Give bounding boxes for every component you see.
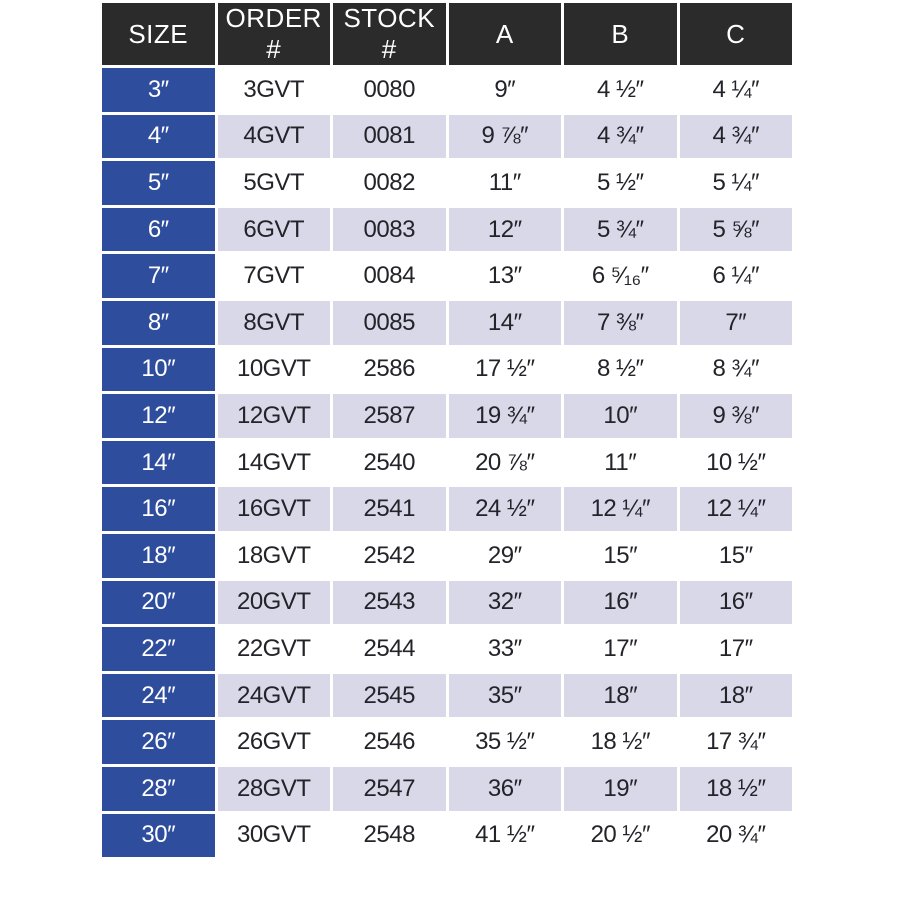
size-cell: 12″ — [102, 394, 215, 438]
table-row — [102, 254, 792, 298]
a-cell: 20 ⅞″ — [449, 441, 562, 485]
order-cell: 28GVT — [218, 767, 331, 811]
size-cell: 18″ — [102, 534, 215, 578]
order-cell: 26GVT — [218, 720, 331, 764]
a-cell: 32″ — [449, 581, 562, 625]
table-row — [102, 115, 792, 159]
stock-cell: 0083 — [333, 208, 446, 252]
order-cell: 8GVT — [218, 301, 331, 345]
size-cell: 6″ — [102, 208, 215, 252]
a-cell: 19 ¾″ — [449, 394, 562, 438]
b-cell: 12 ¼″ — [564, 487, 677, 531]
stock-cell: 0082 — [333, 161, 446, 205]
size-cell: 30″ — [102, 814, 215, 858]
stock-cell: 0081 — [333, 115, 446, 159]
b-cell: 18 ½″ — [564, 720, 677, 764]
c-cell: 8 ¾″ — [680, 348, 793, 392]
a-cell: 24 ½″ — [449, 487, 562, 531]
a-cell: 9 ⅞″ — [449, 115, 562, 159]
stock-cell: 2545 — [333, 674, 446, 718]
size-cell: 26″ — [102, 720, 215, 764]
c-cell: 7″ — [680, 301, 793, 345]
table-body — [102, 68, 792, 857]
a-cell: 14″ — [449, 301, 562, 345]
b-cell: 11″ — [564, 441, 677, 485]
order-cell: 18GVT — [218, 534, 331, 578]
a-cell: 9″ — [449, 68, 562, 112]
c-cell: 4 ¼″ — [680, 68, 793, 112]
b-cell: 17″ — [564, 627, 677, 671]
b-cell: 4 ¾″ — [564, 115, 677, 159]
a-cell: 35″ — [449, 674, 562, 718]
stock-cell: 2587 — [333, 394, 446, 438]
c-cell: 4 ¾″ — [680, 115, 793, 159]
stock-cell: 2543 — [333, 581, 446, 625]
column-header-b: B — [564, 3, 677, 65]
size-cell: 24″ — [102, 674, 215, 718]
b-cell: 6 ⁵⁄₁₆″ — [564, 254, 677, 298]
order-cell: 24GVT — [218, 674, 331, 718]
c-cell: 18 ½″ — [680, 767, 793, 811]
column-header-order: ORDER # — [218, 3, 331, 65]
c-cell: 20 ¾″ — [680, 814, 793, 858]
a-cell: 33″ — [449, 627, 562, 671]
stock-cell: 2542 — [333, 534, 446, 578]
stock-cell: 0085 — [333, 301, 446, 345]
a-cell: 12″ — [449, 208, 562, 252]
b-cell: 18″ — [564, 674, 677, 718]
table-row — [102, 348, 792, 392]
table-row — [102, 627, 792, 671]
table-row — [102, 674, 792, 718]
order-cell: 7GVT — [218, 254, 331, 298]
size-chart — [99, 0, 795, 860]
stock-cell: 2544 — [333, 627, 446, 671]
header-row — [102, 3, 792, 65]
size-cell: 5″ — [102, 161, 215, 205]
stock-cell: 2548 — [333, 814, 446, 858]
b-cell: 20 ½″ — [564, 814, 677, 858]
size-cell: 3″ — [102, 68, 215, 112]
stock-cell: 2541 — [333, 487, 446, 531]
order-cell: 16GVT — [218, 487, 331, 531]
table-row — [102, 487, 792, 531]
order-cell: 5GVT — [218, 161, 331, 205]
a-cell: 41 ½″ — [449, 814, 562, 858]
table-row — [102, 68, 792, 112]
table-row — [102, 161, 792, 205]
table-row — [102, 534, 792, 578]
table-row — [102, 394, 792, 438]
c-cell: 18″ — [680, 674, 793, 718]
a-cell: 29″ — [449, 534, 562, 578]
column-header-a: A — [449, 3, 562, 65]
table-row — [102, 581, 792, 625]
b-cell: 10″ — [564, 394, 677, 438]
b-cell: 7 ⅜″ — [564, 301, 677, 345]
stock-cell: 2586 — [333, 348, 446, 392]
size-cell: 4″ — [102, 115, 215, 159]
size-cell: 22″ — [102, 627, 215, 671]
c-cell: 6 ¼″ — [680, 254, 793, 298]
column-header-stock: STOCK # — [333, 3, 446, 65]
b-cell: 19″ — [564, 767, 677, 811]
b-cell: 16″ — [564, 581, 677, 625]
table-row — [102, 720, 792, 764]
size-cell: 20″ — [102, 581, 215, 625]
stock-cell: 0084 — [333, 254, 446, 298]
c-cell: 9 ⅜″ — [680, 394, 793, 438]
b-cell: 5 ½″ — [564, 161, 677, 205]
c-cell: 5 ¼″ — [680, 161, 793, 205]
column-header-c: C — [680, 3, 793, 65]
order-cell: 12GVT — [218, 394, 331, 438]
c-cell: 17 ¾″ — [680, 720, 793, 764]
order-cell: 14GVT — [218, 441, 331, 485]
stock-cell: 2547 — [333, 767, 446, 811]
table-row — [102, 767, 792, 811]
b-cell: 15″ — [564, 534, 677, 578]
a-cell: 35 ½″ — [449, 720, 562, 764]
a-cell: 11″ — [449, 161, 562, 205]
order-cell: 20GVT — [218, 581, 331, 625]
order-cell: 6GVT — [218, 208, 331, 252]
column-header-size: SIZE — [102, 3, 215, 65]
stock-cell: 0080 — [333, 68, 446, 112]
stock-cell: 2540 — [333, 441, 446, 485]
order-cell: 30GVT — [218, 814, 331, 858]
table-header — [102, 3, 792, 65]
c-cell: 15″ — [680, 534, 793, 578]
size-cell: 8″ — [102, 301, 215, 345]
b-cell: 8 ½″ — [564, 348, 677, 392]
c-cell: 12 ¼″ — [680, 487, 793, 531]
size-cell: 14″ — [102, 441, 215, 485]
c-cell: 5 ⅝″ — [680, 208, 793, 252]
table-row — [102, 814, 792, 858]
order-cell: 10GVT — [218, 348, 331, 392]
a-cell: 17 ½″ — [449, 348, 562, 392]
order-cell: 3GVT — [218, 68, 331, 112]
c-cell: 16″ — [680, 581, 793, 625]
a-cell: 36″ — [449, 767, 562, 811]
order-cell: 22GVT — [218, 627, 331, 671]
order-cell: 4GVT — [218, 115, 331, 159]
table-row — [102, 441, 792, 485]
size-chart-table — [99, 0, 795, 860]
size-cell: 7″ — [102, 254, 215, 298]
c-cell: 17″ — [680, 627, 793, 671]
a-cell: 13″ — [449, 254, 562, 298]
c-cell: 10 ½″ — [680, 441, 793, 485]
b-cell: 5 ¾″ — [564, 208, 677, 252]
stock-cell: 2546 — [333, 720, 446, 764]
table-row — [102, 301, 792, 345]
size-cell: 28″ — [102, 767, 215, 811]
b-cell: 4 ½″ — [564, 68, 677, 112]
table-row — [102, 208, 792, 252]
size-cell: 16″ — [102, 487, 215, 531]
size-cell: 10″ — [102, 348, 215, 392]
